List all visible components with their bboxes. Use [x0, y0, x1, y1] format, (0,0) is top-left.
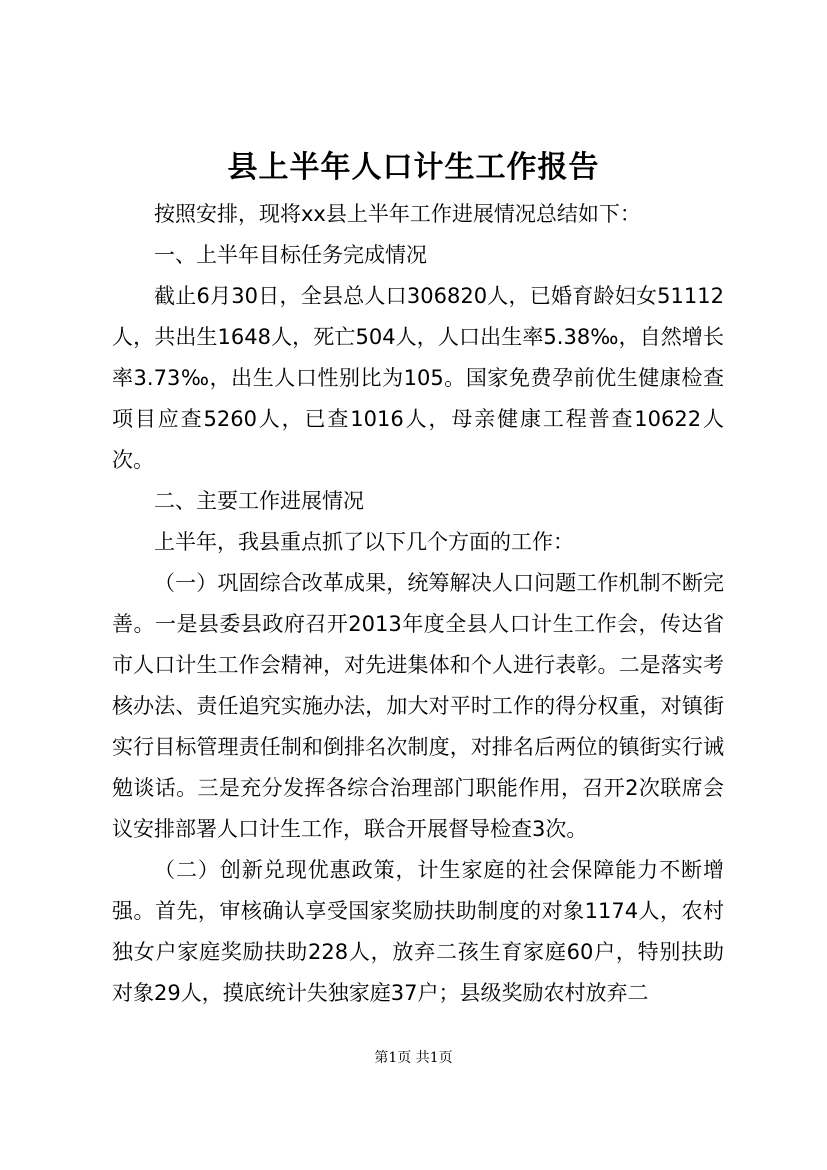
- paragraph-overview: 上半年，我县重点抓了以下几个方面的工作：: [154, 530, 574, 554]
- paragraph-item-2: （二）创新兑现优惠政策，计生家庭的社会保障能力不断增强。首先，审核确认享受国家奖励扶助制度的对象1174人，农村独女户家庭奖励扶助228人，放弃二孩生育家庭60户，特别扶助对象29人，摸底统计失独家庭37户；县级奖励农村放弃二: [112, 858, 724, 1005]
- section-heading-2: 二、主要工作进展情况: [154, 489, 364, 513]
- page-footer: 第1页 共1页: [374, 1050, 453, 1066]
- paragraph-item-1: （一）巩固综合改革成果，统筹解决人口问题工作机制不断完善。一是县委县政府召开2013年度全县人口计生工作会，传达省市人口计生工作会精神，对先进集体和个人进行表彰。二是落实考核办法、责任追究实施办法，加大对平时工作的得分权重，对镇街实行目标管理责任制和倒排名次制度，对排名后两位的镇街实行诫勉谈话。三是充分发挥各综合治理部门职能作用，召开2次联席会议安排部署人口计生工作，联合开展督导检查3次。: [112, 571, 724, 841]
- section-heading-1: 一、上半年目标任务完成情况: [154, 243, 427, 267]
- document-title: 县上半年人口计生工作报告: [227, 150, 600, 185]
- document-body: [112, 194, 724, 1014]
- paragraph-intro: 按照安排，现将xx县上半年工作进展情况总结如下：: [154, 202, 641, 226]
- paragraph-statistics: 截止6月30日，全县总人口306820人，已婚育龄妇女51112人，共出生1648人，死亡504人，人口出生率5.38‰，自然增长率3.73‰，出生人口性别比为105。国家免费孕前优生健康检查项目应查5260人，已查1016人，母亲健康工程普查10622人次。: [112, 284, 724, 472]
